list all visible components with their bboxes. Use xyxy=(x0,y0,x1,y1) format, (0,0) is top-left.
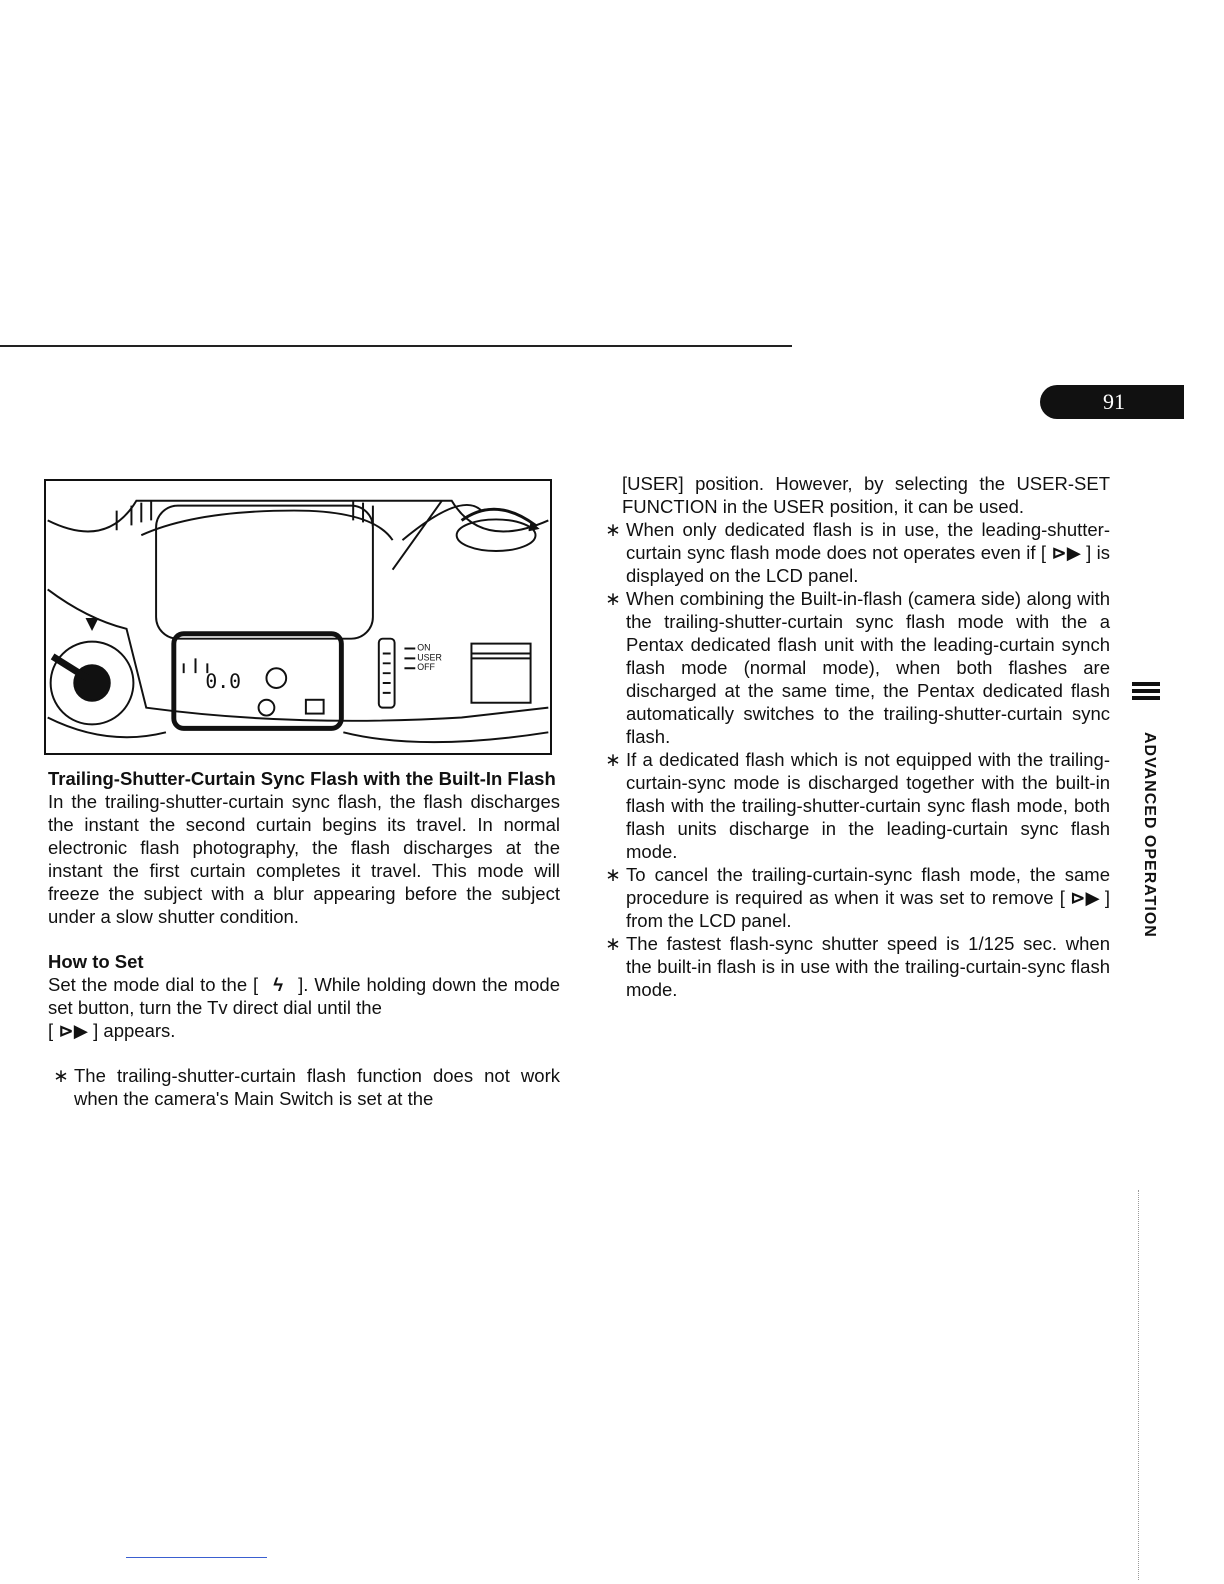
pentaprism-housing xyxy=(156,506,373,639)
chapter-tab-label: ADVANCED OPERATION xyxy=(1141,732,1158,938)
lcd-circle-1 xyxy=(266,668,286,688)
tv-dial xyxy=(457,519,536,551)
trailing-curtain-symbol-icon: ⊳▶ xyxy=(1051,542,1081,563)
roman-numeral-icon xyxy=(1132,682,1160,700)
right-column xyxy=(600,472,1110,1001)
section-title: Trailing-Shutter-Curtain Sync Flash with the Built-In Flash xyxy=(48,768,556,789)
switch-label-off: OFF xyxy=(417,662,435,673)
camera-illustration-svg xyxy=(46,481,550,753)
flash-symbol-icon: ϟ xyxy=(273,974,284,995)
trailing-curtain-symbol-icon: ⊳▶ xyxy=(58,1020,88,1041)
page-number-badge: 91 xyxy=(1040,385,1184,419)
how-to-paragraph: Set the mode dial to the [ ϟ ]. While holding down the mode set button, turn the Tv direct dial until the [ ⊳▶ ] appears. xyxy=(48,974,561,1041)
note-6: ∗ The fastest flash-sync shutter speed is 1/125 sec. when the built-in flash is in use with the trailing-curtain-sync flash mode. xyxy=(605,933,1110,1000)
bottom-rule xyxy=(126,1557,267,1558)
dial-arrow-head xyxy=(529,522,538,530)
lcd-circle-2 xyxy=(259,700,275,716)
note-4: ∗ If a dedicated flash which is not equipped with the trailing-curtain-sync mode is discharged together with the built-in flash with the trailing-shutter-curtain sync flash mode, both flash units discharge in the leading-curtain sync flash mode. xyxy=(605,749,1110,862)
note-2: ∗ When only dedicated flash is in use, the leading-shutter-curtain sync flash mode does not operates even if [ ⊳▶ ] is displayed on the LCD panel. xyxy=(605,519,1111,586)
camera-top-illustration xyxy=(44,479,552,755)
mode-dial-index xyxy=(87,619,97,629)
chapter-tab-numeral xyxy=(1132,682,1160,703)
mode-dial-pointer xyxy=(53,656,87,678)
lcd-readout: 0.0 xyxy=(205,669,241,693)
how-to-heading: How to Set xyxy=(48,951,144,972)
note-1-continuation: [USER] position. However, by selecting the USER-SET FUNCTION in the USER position, it can be used. xyxy=(622,473,1110,517)
top-rule xyxy=(0,345,792,347)
switch-label-user: USER xyxy=(417,652,442,663)
left-column xyxy=(48,767,560,1110)
lcd-battery xyxy=(306,700,324,714)
note-1: ∗ The trailing-shutter-curtain flash function does not work when the camera's Main Switch is set at the xyxy=(53,1065,560,1109)
trailing-curtain-symbol-icon: ⊳▶ xyxy=(1069,887,1100,908)
scan-edge-dots xyxy=(1138,1190,1139,1580)
lcd-segments xyxy=(184,658,208,673)
intro-paragraph: In the trailing-shutter-curtain sync flash, the flash discharges the instant the second curtain begins its travel. In normal electronic flash photography, the flash discharges at the instant the first curtain completes it travel. This mode will freeze the subject with a blur appearing before the subject under a slow shutter condition. xyxy=(48,791,560,927)
switch-label-on: ON xyxy=(417,642,431,653)
flash-hinge xyxy=(393,501,482,570)
note-5: ∗ To cancel the trailing-curtain-sync flash mode, the same procedure is required as when it was set to remove [ ⊳▶ ] from the LCD panel. xyxy=(605,864,1110,931)
note-3: ∗ When combining the Built-in-flash (camera side) along with the trailing-shutter-curtain sync flash mode with the a Pentax dedicated flash unit with the leading-curtain synch flash mode (normal mode), when both flashes are discharged at the same time, the Pentax dedicated flash automatically switches to the trailing-shutter-curtain sync flash. xyxy=(605,588,1110,747)
prism-top-curve xyxy=(141,511,392,541)
